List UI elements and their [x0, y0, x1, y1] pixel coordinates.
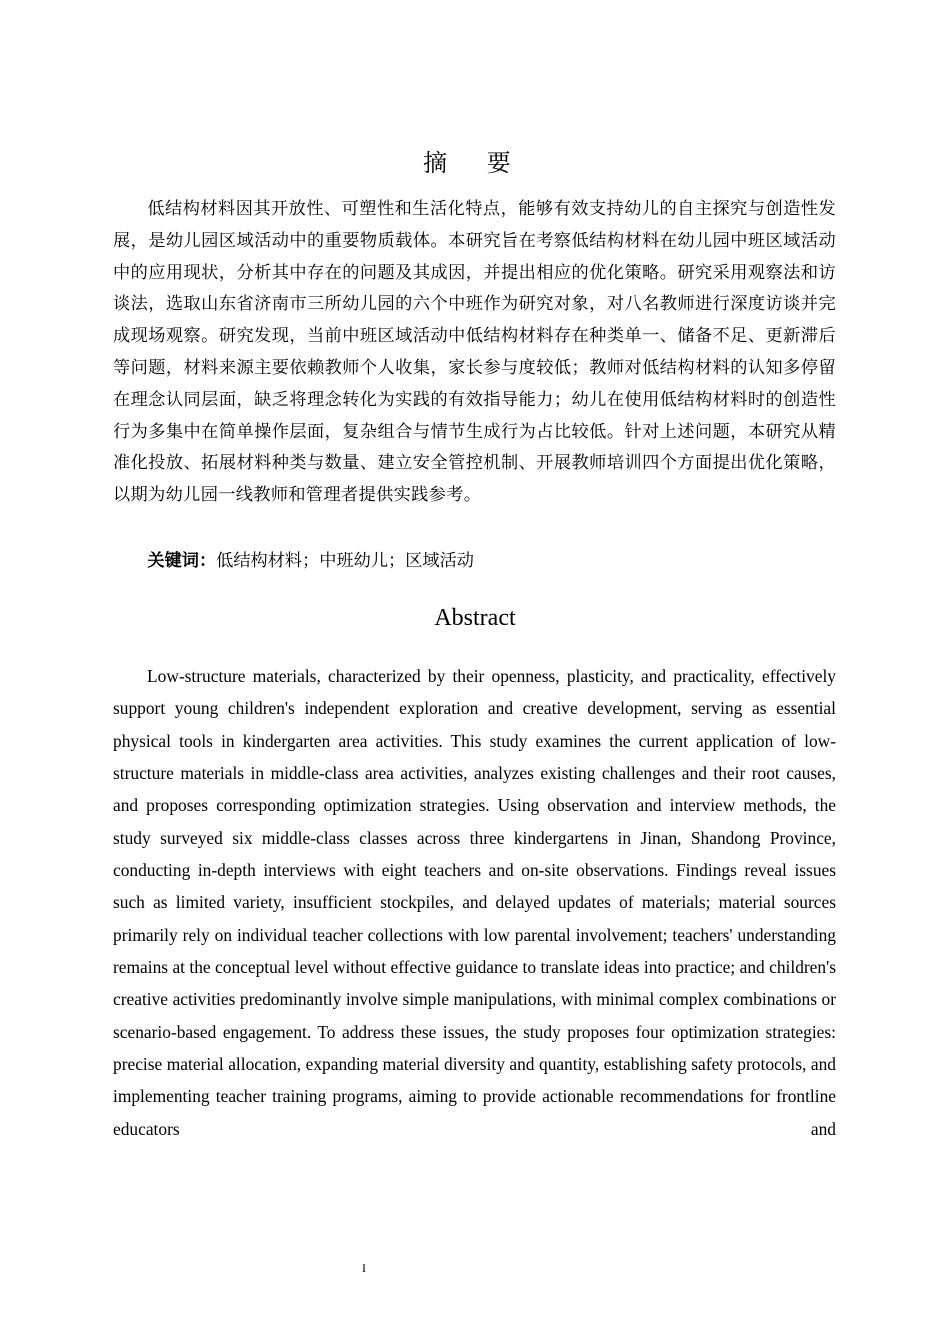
keywords-text: 低结构材料；中班幼儿；区域活动	[216, 551, 474, 571]
chinese-abstract-title: 摘 要	[423, 149, 527, 177]
english-abstract-title: Abstract	[434, 605, 516, 631]
chinese-abstract-body: 低结构材料因其开放性、可塑性和生活化特点，能够有效支持幼儿的自主探究与创造性发展，是幼儿园区域活动中的重要物质载体。本研究旨在考察低结构材料在幼儿园中班区域活动中的应用现状，分析其中存在的问题及其成因，并提出相应的优化策略。研究采用观察法和访谈法，选取山东省济南市三所幼儿园的六个中班作为研究对象，对八名教师进行深度访谈并完成现场观察。研究发现，当前中班区域活动中低结构材料存在种类单一、储备不足、更新滞后等问题，材料来源主要依赖教师个人收集，家长参与度较低；教师对低结构材料的认知多停留在理念认同层面，缺乏将理念转化为实践的有效指导能力；幼儿在使用低结构材料时的创造性行为多集中在简单操作层面，复杂组合与情节生成行为占比较低。针对上述问题，本研究从精准化投放、拓展材料种类与数量、建立安全管控机制、开展教师培训四个方面提出优化策略，以期为幼儿园一线教师和管理者提供实践参考。	[113, 199, 836, 506]
keywords-label: 关键词：	[147, 551, 217, 571]
english-abstract-body: Low-structure materials, characterized by their openness, plasticity, and practicality, effectively support young children's independent exploration and creative development, serving as essential physical tools in kindergarten area activities. This study examines the current application of low-structure materials in middle-class area activities, analyzes existing challenges and their root causes, and proposes corresponding optimization strategies. Using observation and interview methods, the study surveyed six middle-class classes across three kindergartens in Jinan, Shandong Province, conducting in-depth interviews with eight teachers and on-site observations. Findings reveal issues such as limited variety, insufficient stockpiles, and delayed updates of materials; material sources primarily rely on individual teacher collections with low parental involvement; teachers' understanding remains at the conceptual level without effective guidance to translate ideas into practice; and children's creative activities predominantly involve simple manipulations, with minimal complex combinations or scenario-based engagement. To address these issues, the study proposes four optimization strategies: precise material allocation, expanding material diversity and quantity, establishing safety protocols, and implementing teacher training programs, aiming to provide actionable recommendations for frontline educators and	[113, 666, 836, 1139]
page-number: I	[362, 1261, 366, 1275]
keywords-line	[113, 546, 836, 578]
